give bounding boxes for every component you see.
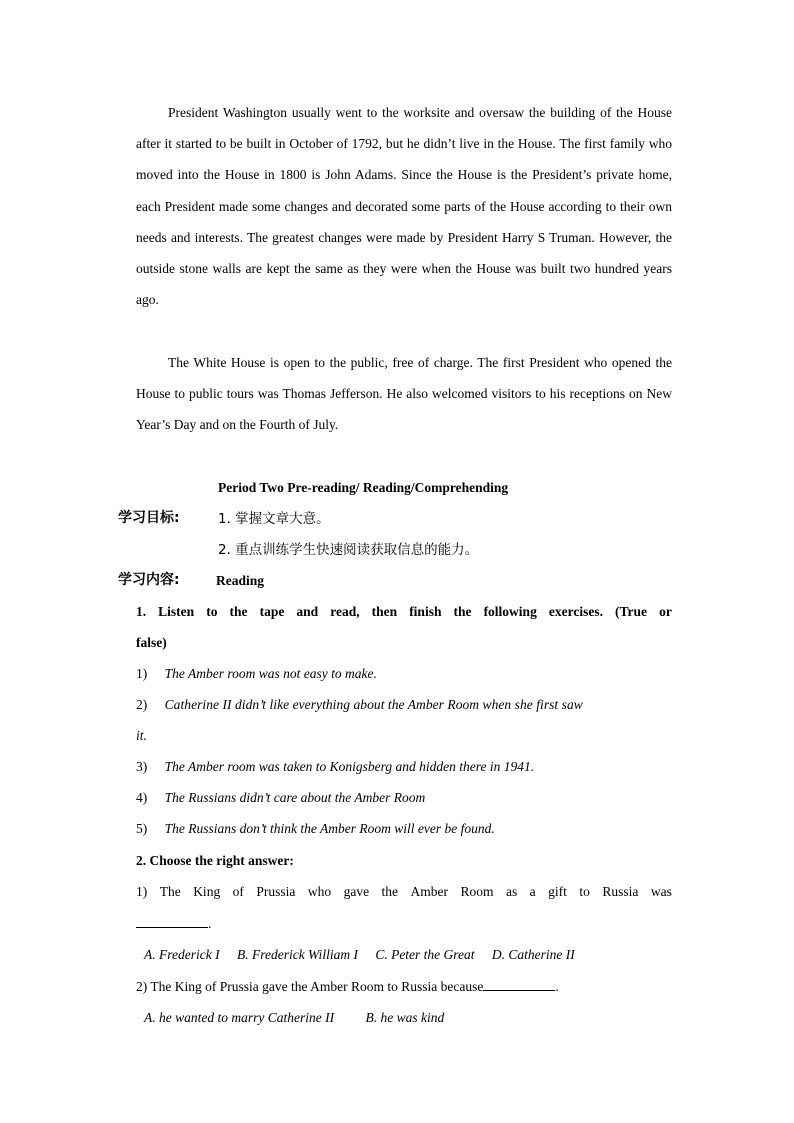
word: read,: [330, 604, 360, 619]
goal-item-1: 1. 掌握文章大意。: [218, 511, 330, 527]
goal-item-2: 2. 重点训练学生快速阅读获取信息的能力。: [218, 542, 479, 558]
word: exercises.: [548, 604, 603, 619]
exercise1-heading-cont: false): [136, 635, 167, 650]
option-b[interactable]: B. Frederick William I: [236, 947, 358, 962]
word: as: [505, 884, 518, 899]
exercise2-heading: 2. Choose the right answer:: [136, 853, 294, 868]
word: was: [650, 884, 672, 899]
word: gave: [343, 884, 370, 899]
question-2-options: [144, 1008, 458, 1028]
item-number: 5): [136, 821, 148, 836]
word: 1.: [136, 604, 147, 619]
list-item: [136, 664, 377, 684]
word: Listen: [158, 604, 195, 619]
word: then: [371, 604, 398, 619]
list-item: [136, 788, 425, 808]
option-a[interactable]: A. he wanted to marry Catherine II: [144, 1010, 335, 1025]
word: The: [159, 884, 181, 899]
list-item: [136, 757, 534, 777]
list-item: [136, 695, 583, 715]
option-c[interactable]: C. Peter the Great: [375, 947, 475, 962]
item-number: 2): [136, 697, 148, 712]
passage-paragraph-2: The White House is open to the public, free of charge. The first President who opened the House to public tours was Thomas Jefferson. He also welcomed visitors to his receptions on New Year’s Day and on the Fourth of July.: [136, 355, 672, 433]
word: a: [529, 884, 536, 899]
word: who: [307, 884, 332, 899]
word: following: [483, 604, 537, 619]
item-number: 4): [136, 790, 148, 805]
word: gift: [548, 884, 567, 899]
item-text: The Amber room was taken to Konigsberg and hidden there in 1941.: [164, 759, 535, 774]
word: tape: [259, 604, 285, 619]
word: the: [453, 604, 472, 619]
list-item: [136, 819, 495, 839]
question-1-end: .: [208, 916, 212, 931]
option-a[interactable]: A. Frederick I: [144, 947, 220, 962]
question-1: [136, 882, 672, 902]
goals-label: 学习目标:: [118, 510, 180, 526]
word: of: [232, 884, 244, 899]
word: Prussia: [256, 884, 296, 899]
item-text: The Amber room was not easy to make.: [164, 666, 377, 681]
period-title: Period Two Pre-reading/ Reading/Comprehending: [218, 480, 509, 495]
word: 1): [136, 884, 148, 899]
word: to: [206, 604, 218, 619]
answer-blank[interactable]: [483, 976, 555, 991]
word: Russia: [602, 884, 639, 899]
question-1-blank-line: [136, 913, 211, 934]
content-label: 学习内容:: [118, 572, 180, 588]
question-2-end: .: [555, 979, 559, 994]
word: or: [659, 604, 672, 619]
word: and: [296, 604, 319, 619]
item-number: 3): [136, 759, 148, 774]
item-text: The Russians don’t think the Amber Room will ever be found.: [164, 821, 495, 836]
item-number: 1): [136, 666, 148, 681]
word: finish: [409, 604, 442, 619]
word: the: [381, 884, 399, 899]
word: the: [229, 604, 248, 619]
question-1-options: [144, 945, 589, 965]
passage-paragraph-1: President Washington usually went to the worksite and oversaw the building of the House after it started to be built in October of 1792, but he didn’t live in the House. The first family who moved into the House in 1800 is John Adams. Since the House is the President’s private home, each President made some changes and decorated some parts of the House according to their own needs and interests. The greatest changes were made by President Harry S Truman. However, the outside stone walls are kept the same as they were when the House was built two hundred years ago.: [136, 105, 672, 308]
answer-blank[interactable]: [136, 913, 208, 928]
word: (True: [615, 604, 648, 619]
option-b[interactable]: B. he was kind: [365, 1010, 445, 1025]
option-d[interactable]: D. Catherine II: [491, 947, 575, 962]
exercise1-heading: [136, 602, 672, 622]
item-text: Catherine II didn’t like everything about the Amber Room when she first saw: [164, 697, 583, 712]
content-value: Reading: [216, 573, 265, 588]
list-item-cont: it.: [136, 728, 147, 743]
word: Amber: [410, 884, 448, 899]
item-text: The Russians didn’t care about the Amber Room: [164, 790, 426, 805]
question-2: [136, 976, 559, 997]
question-2-text: 2) The King of Prussia gave the Amber Room to Russia because: [136, 979, 484, 994]
word: Room: [460, 884, 494, 899]
word: to: [579, 884, 590, 899]
word: King: [193, 884, 221, 899]
